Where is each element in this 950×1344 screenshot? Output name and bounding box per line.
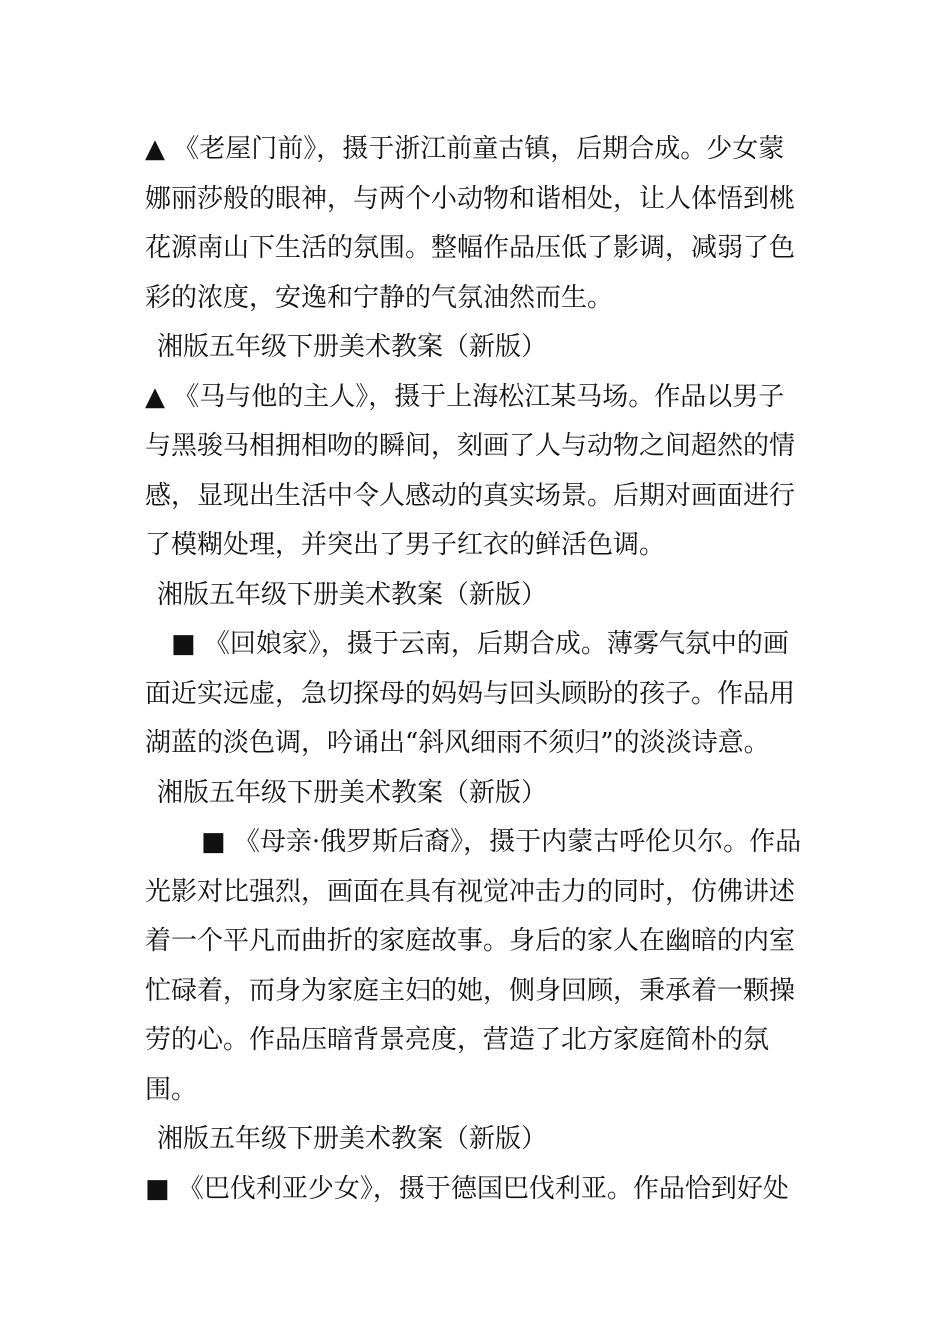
document-page <box>145 125 805 1214</box>
paragraph-bavarian-girl: ■ 《巴伐利亚少女》，摄于德国巴伐利亚。作品恰到好处 <box>145 1173 789 1204</box>
paragraph-horse-and-owner: ▲ 《马与他的主人》，摄于上海松江某马场。作品以男子与黑骏马相拥相吻的瞬间，刻画了人与动物之间超然的情感，显现出生活中令人感动的真实场景。后期对画面进行了模糊处理，并突出了男子红衣的鲜活色调。 <box>145 381 796 560</box>
caption-lesson-title-2: 湘版五年级下册美术教案（新版） <box>157 579 548 610</box>
caption-lesson-title-1: 湘版五年级下册美术教案（新版） <box>157 332 548 362</box>
paragraph-return-home: ■ 《回娘家》，摄于云南，后期合成。薄雾气氛中的画面近实远虚，急切探母的妈妈与回头顾盼的孩子。作品用湖蓝的淡色调，吟诵出“斜风细雨不须归”的淡淡诗意。 <box>145 629 796 758</box>
paragraph-mother-russian: ■ 《母亲·俄罗斯后裔》，摄于内蒙古呼伦贝尔。作品光影对比强烈，画面在具有视觉冲击力的同时，仿佛讲述着一个平凡而曲折的家庭故事。身后的家人在幽暗的内室忙碌着，而身为家庭主妇的她，侧身回顾，秉承着一颗操劳的心。作品压暗背景亮度，营造了北方家庭简朴的氛围。 <box>145 827 802 1105</box>
caption-lesson-title-3: 湘版五年级下册美术教案（新版） <box>157 777 548 808</box>
caption-lesson-title-4: 湘版五年级下册美术教案（新版） <box>157 1124 548 1154</box>
paragraph-old-house: ▲ 《老屋门前》，摄于浙江前童古镇，后期合成。少女蒙娜丽莎般的眼神，与两个小动物和谐相处，让人体悟到桃花源南山下生活的氛围。整幅作品压低了影调，减弱了色彩的浓度，安逸和宁静的气氛油然而生。 <box>145 134 796 313</box>
